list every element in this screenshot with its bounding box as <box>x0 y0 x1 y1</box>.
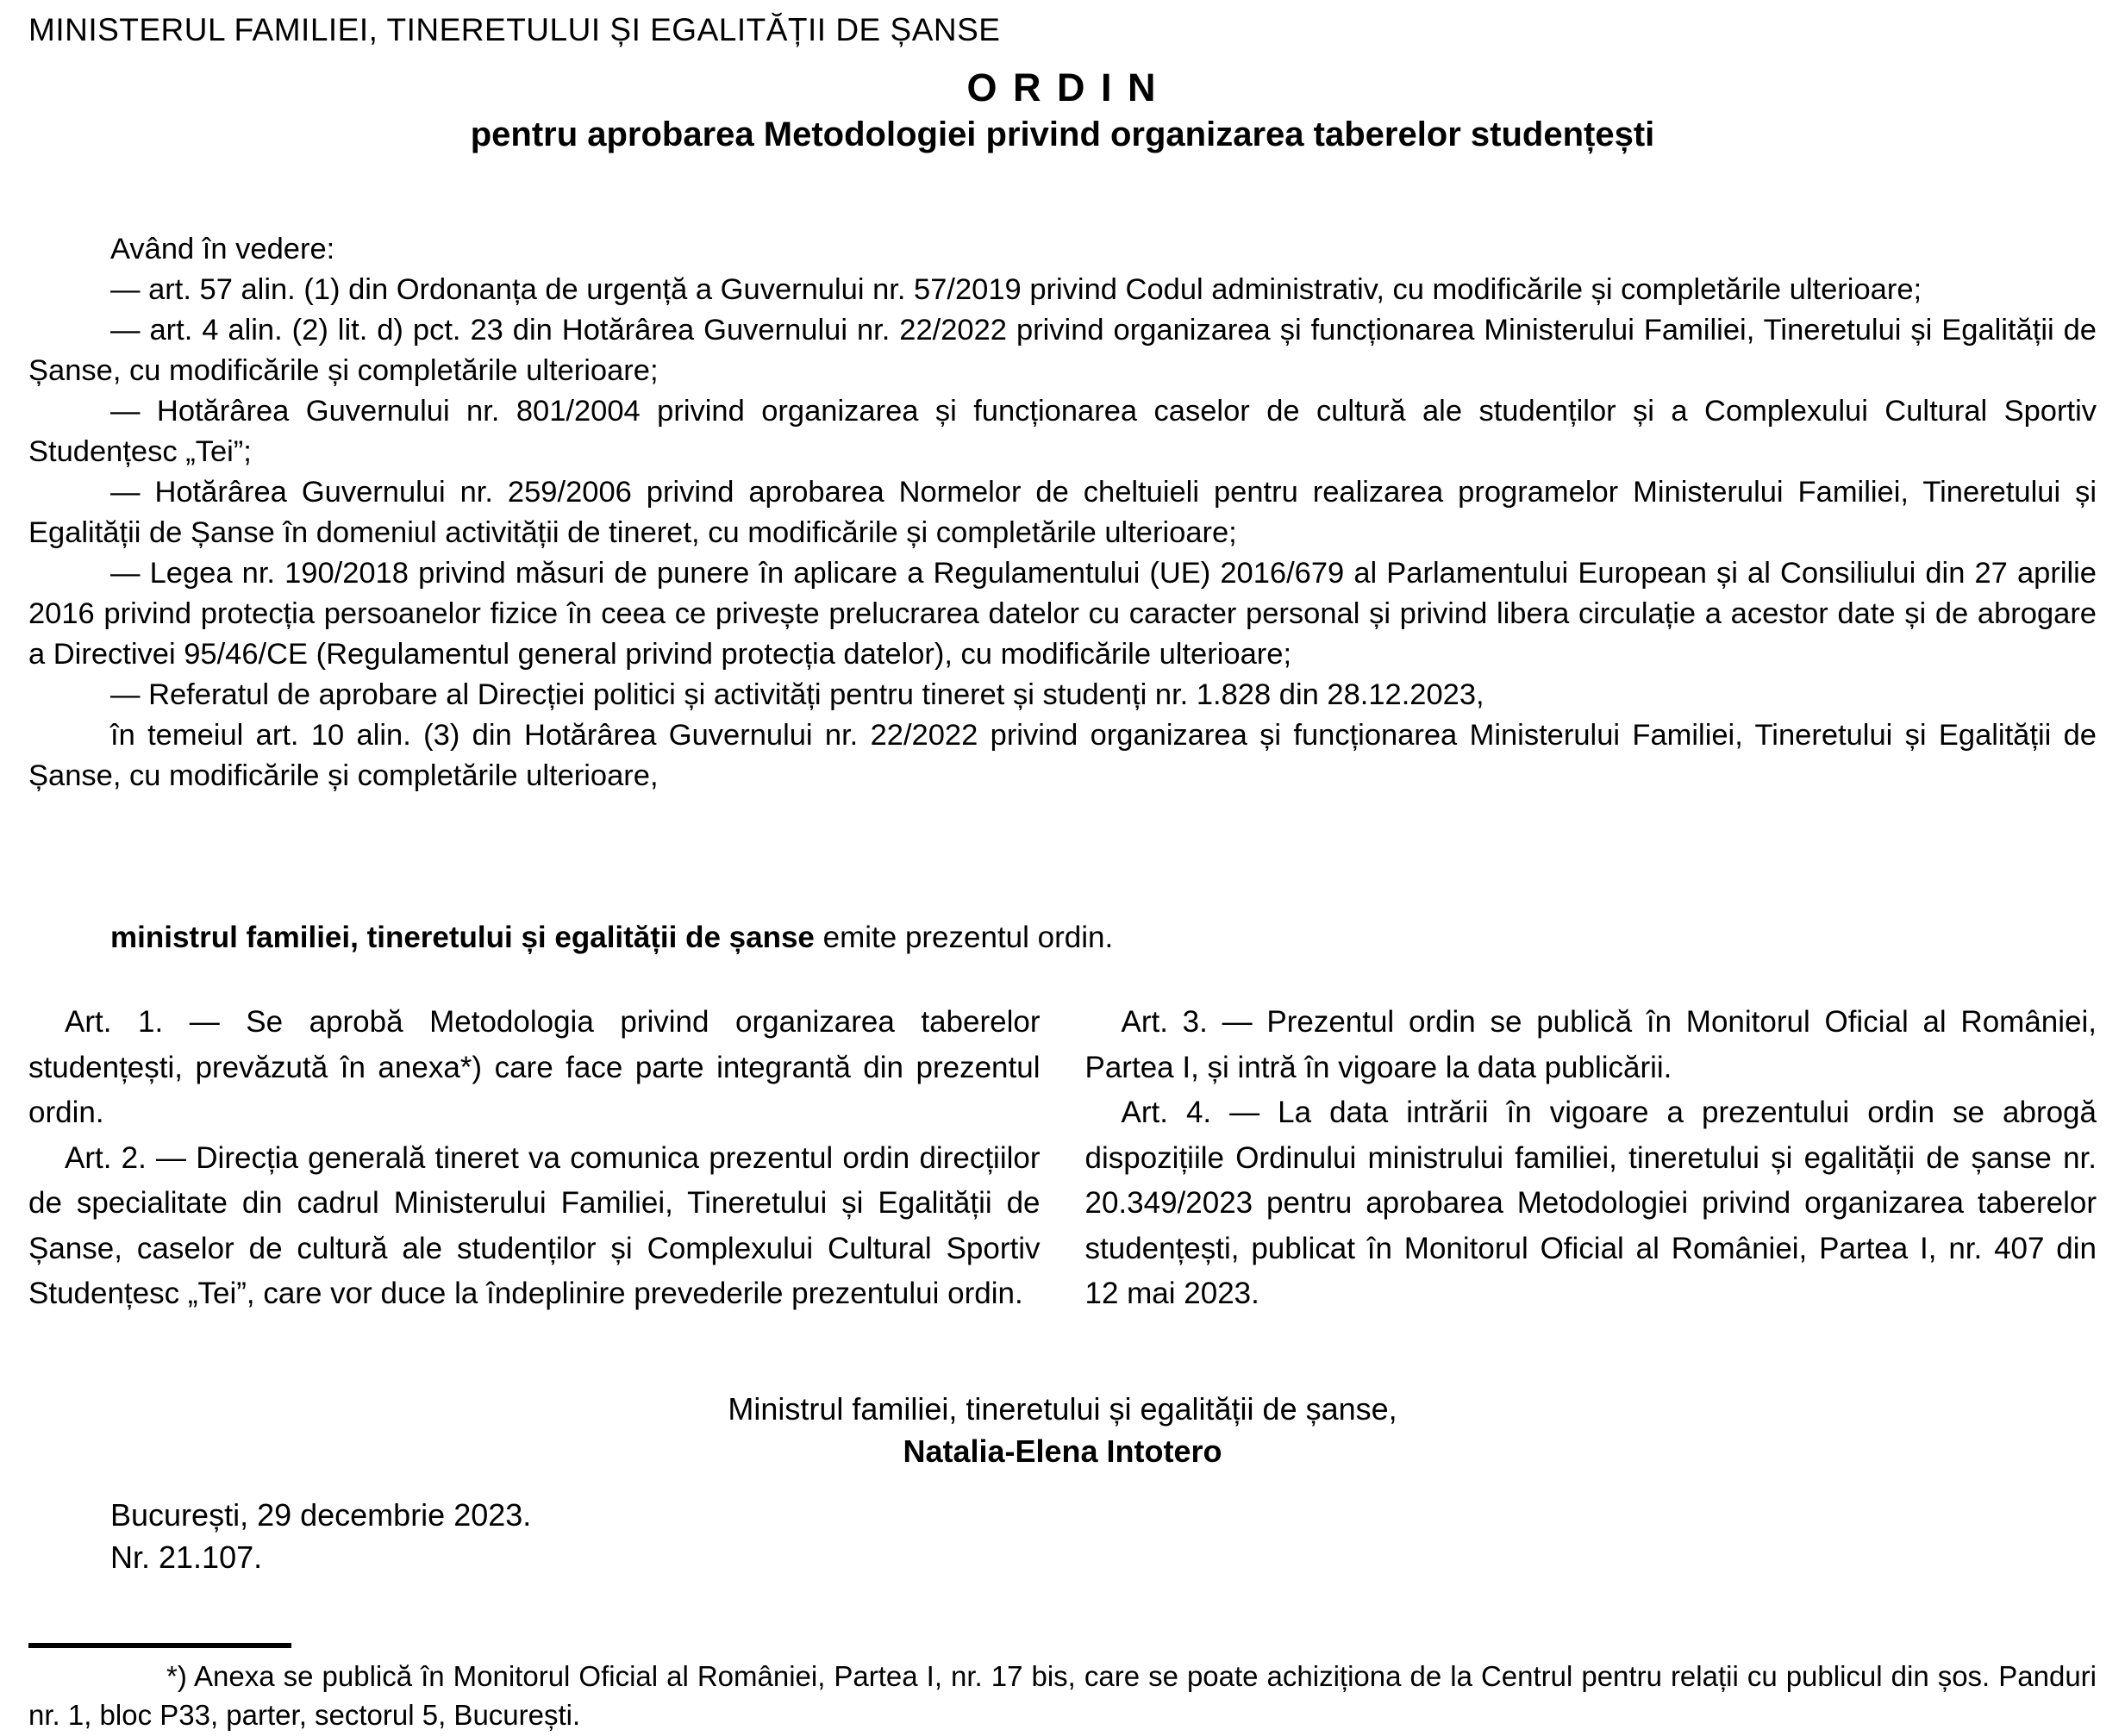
enacting-clause <box>28 921 2097 955</box>
preamble-closing: în temeiul art. 10 alin. (3) din Hotărârea Guvernului nr. 22/2022 privind organizarea și funcționarea Ministerului Familiei, Tineretului și Egalității de Șanse, cu modificările și completările ulterioare, <box>28 719 2097 792</box>
preamble-intro: Având în vedere: <box>110 233 335 265</box>
preamble-item: — Legea nr. 190/2018 privind măsuri de punere în aplicare a Regulamentului (UE) 2016/679 al Parlamentului European și al Consiliului din 27 aprilie 2016 privind protecția persoanelor fizice în ceea ce privește prelucrarea datelor cu caracter personal și privind libera circulație a acestor date și de abrogare a Directivei 95/46/CE (Regulamentul general privind protecția datelor), cu modificările ulterioare; <box>28 557 2097 671</box>
articles-section <box>28 1000 2097 1317</box>
articles-left-column <box>28 1000 1041 1317</box>
preamble <box>28 229 2097 796</box>
issue-block <box>110 1494 531 1578</box>
article-4: Art. 4. — La data intrării în vigoare a prezentului ordin se abrogă dispozițiile Ordinului ministrului familiei, tineretului și egalității de șanse nr. 20.349/2023 pentru aprobarea Metodologiei privind organizarea taberelor studențești, publicat în Monitorul Oficial al României, Partea I, nr. 407 din 12 mai 2023. <box>1084 1096 2097 1310</box>
signature-role: Ministrul familiei, tineretului și egalității de șanse, <box>728 1391 1397 1427</box>
signature-name: Natalia-Elena Intotero <box>903 1433 1222 1469</box>
preamble-item: — Referatul de aprobare al Direcției politici și activități pentru tineret și studenți nr. 1.828 din 28.12.2023, <box>110 678 1484 711</box>
enacting-rest: emite prezentul ordin. <box>814 921 1114 954</box>
order-subtitle: pentru aprobarea Metodologiei privind organizarea taberelor studențești <box>470 116 1655 153</box>
signature-block <box>0 1388 2125 1472</box>
article-1: Art. 1. — Se aprobă Metodologia privind organizarea taberelor studențești, prevăzută în anexa*) care face parte integrantă din prezentul ordin. <box>28 1005 1041 1129</box>
issue-number: Nr. 21.107. <box>110 1539 263 1575</box>
preamble-item: — Hotărârea Guvernului nr. 801/2004 privind organizarea și funcționarea caselor de cultură ale studenților și a Complexului Cultural Sportiv Studențesc „Tei”; <box>28 395 2097 468</box>
articles-right-column <box>1085 1000 2097 1317</box>
enacting-minister-title: ministrul familiei, tineretului și egalității de șanse <box>110 921 815 954</box>
footnote-rule <box>28 1643 291 1648</box>
issue-place-date: București, 29 decembrie 2023. <box>110 1497 532 1533</box>
article-2: Art. 2. — Direcția generală tineret va comunica prezentul ordin direcțiilor de specialitate din cadrul Ministerului Familiei, Tineretului și Egalității de Șanse, caselor de cultură ale studenților și Complexului Cultural Sportiv Studențesc „Tei”, care vor duce la îndeplinire prevederile prezentului ordin. <box>28 1140 1041 1310</box>
article-3: Art. 3. — Prezentul ordin se publică în Monitorul Oficial al României, Partea I, și intră în vigoare la data publicării. <box>1084 1005 2097 1084</box>
ministry-header: MINISTERUL FAMILIEI, TINERETULUI ȘI EGALITĂȚII DE ȘANSE <box>28 12 1001 47</box>
preamble-item: — art. 4 alin. (2) lit. d) pct. 23 din Hotărârea Guvernului nr. 22/2022 privind organizarea și funcționarea Ministerului Familiei, Tineretului și Egalității de Șanse, cu modificările și completările ulterioare; <box>28 314 2097 387</box>
preamble-item: — art. 57 alin. (1) din Ordonanța de urgență a Guvernului nr. 57/2019 privind Codul administrativ, cu modificările și completările ulterioare; <box>110 273 1922 306</box>
preamble-item: — Hotărârea Guvernului nr. 259/2006 privind aprobarea Normelor de cheltuieli pentru realizarea programelor Ministerului Familiei, Tineretului și Egalității de Șanse în domeniul activității de tineret, cu modificările și completările ulterioare; <box>28 476 2097 549</box>
order-title: O R D I N <box>966 66 1159 109</box>
footnote-text: *) Anexa se publică în Monitorul Oficial al României, Partea I, nr. 17 bis, care se poate achiziționa de la Centrul pentru relații cu publicul din șos. Panduri nr. 1, bloc P33, parter, sectorul 5, București. <box>28 1660 2097 1731</box>
